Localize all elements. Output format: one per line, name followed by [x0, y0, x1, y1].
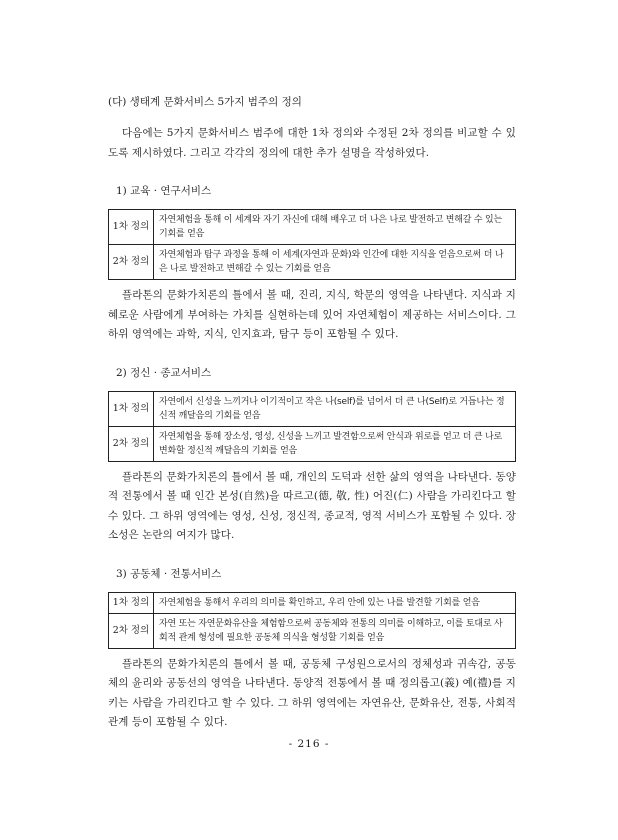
row-text: 자연 또는 자연문화유산을 체험함으로써 공동체와 전통의 의미를 이해하고, 이를 토대로 사회적 관계 형성에 필요한 공동체 의식을 형성할 기회를 얻음 — [154, 613, 516, 648]
table-row — [109, 210, 516, 245]
page-number: - 216 - — [288, 738, 330, 750]
category-paragraph-community: 플라톤의 문화가치론의 틀에서 볼 때, 공동체 구성원으로서의 정체성과 귀속감, 공동체의 윤리와 공동선의 영역을 나타낸다. 동양적 전통에서 볼 때 정의롭고(義) 예(禮)를 지키는 사람을 가리킨다고 할 수 있다. 그 하위 영역에는 자연유산, 문화유산, 전통, 사회적 관계 등이 포함될 수 있다. — [108, 657, 516, 728]
row-label: 2차 정의 — [109, 613, 154, 648]
row-label: 1차 정의 — [109, 592, 154, 613]
definition-table-community — [108, 592, 516, 649]
row-label: 2차 정의 — [109, 245, 154, 280]
category-title-spiritual: 2) 정신 · 종교서비스 — [116, 366, 212, 379]
section-heading: (다) 생태계 문화서비스 5가지 범주의 정의 — [108, 96, 302, 108]
table-row — [109, 592, 516, 613]
row-label: 1차 정의 — [109, 210, 154, 245]
category-title-education: 1) 교육 · 연구서비스 — [116, 185, 212, 197]
definition-table-education — [108, 209, 516, 280]
row-label: 1차 정의 — [109, 391, 154, 426]
table-row — [109, 426, 516, 461]
table-row — [109, 613, 516, 648]
row-label: 2차 정의 — [109, 426, 154, 461]
document-body — [108, 94, 516, 733]
row-text: 자연에서 신성을 느끼거나 이기적이고 작은 나(self)를 넘어서 더 큰 나(Self)로 거듭나는 정신적 깨달음의 기회를 얻음 — [154, 391, 516, 426]
definition-table-spiritual — [108, 391, 516, 462]
intro-paragraph: 다음에는 5가지 문화서비스 범주에 대한 1차 정의와 수정된 2차 정의를 비교할 수 있도록 제시하였다. 그리고 각각의 정의에 대한 추가 설명을 작성하였다. — [108, 127, 516, 159]
table-row — [109, 391, 516, 426]
row-text: 자연체험을 통해 장소성, 영성, 신성을 느끼고 발견함으로써 안식과 위로를 얻고 더 큰 나로 변화할 정신적 깨달음의 기회를 얻음 — [154, 426, 516, 461]
row-text: 자연체험과 탐구 과정을 통해 이 세계(자연과 문화)와 인간에 대한 지식을 얻음으로써 더 나은 나로 발전하고 변해갈 수 있는 기회를 얻음 — [154, 245, 516, 280]
category-paragraph-education: 플라톤의 문화가치론의 틀에서 볼 때, 진리, 지식, 학문의 영역을 나타낸다. 지식과 지혜로운 사람에게 부여하는 가치를 실현하는데 있어 자연체험이 제공하는 서비스이다. 그 하위 영역에는 과학, 지식, 인지효과, 탐구 등이 포함될 수 있다. — [108, 289, 516, 340]
category-title-community: 3) 공동체 · 전통서비스 — [116, 567, 222, 580]
table-row — [109, 245, 516, 280]
category-paragraph-spiritual: 플라톤의 문화가치론의 틀에서 볼 때, 개인의 도덕과 선한 삶의 영역을 나타낸다. 동양적 전통에서 볼 때 인간 본성(自然)을 따르고(德, 敬, 性) 어진(仁) 사람을 가리킨다고 할 수 있다. 그 하위 영역에는 영성, 신성, 정신적, 종교적, 영적 서비스가 포함될 수 있다. 장소성은 논란의 여지가 많다. — [108, 470, 516, 541]
row-text: 자연체험을 통해 이 세계와 자기 자신에 대해 배우고 더 나은 나로 발전하고 변해갈 수 있는 기회를 얻음 — [154, 210, 516, 245]
row-text: 자연체험을 통해서 우리의 의미를 확인하고, 우리 안에 있는 나를 발견할 기회를 얻음 — [154, 592, 516, 613]
